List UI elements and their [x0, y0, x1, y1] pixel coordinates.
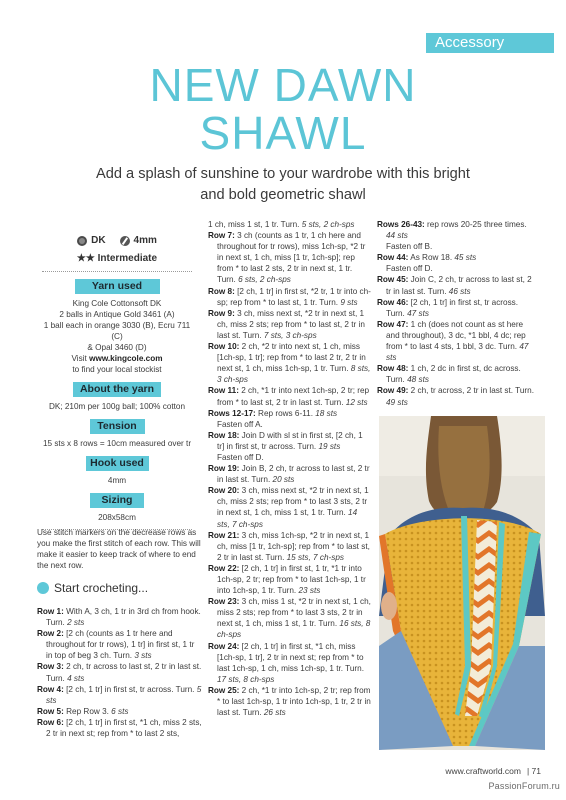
row-text: 1 ch, miss 1 st, 1 tr. Turn.	[208, 220, 302, 229]
pattern-row	[37, 661, 202, 683]
stitch-count: 5 sts, 2 ch-sps	[301, 220, 355, 229]
yarn-line: King Cole Cottonsoft DK	[72, 299, 162, 308]
stitch-count: 49 sts	[386, 397, 408, 407]
shawl-illustration	[379, 416, 545, 750]
pattern-row	[208, 485, 371, 529]
pattern-row	[208, 641, 371, 685]
row-text: [2 ch, 1 tr] in first st, *1 ch, miss [1ch-sp, 1 tr], 2 tr in next st; rep from * to last 1ch-sp, 1 ch, miss 1ch-sp, 1 tr. Turn.	[217, 641, 364, 673]
crochet-hook-icon	[120, 236, 130, 246]
stitch-count: 47 sts	[386, 342, 529, 363]
stockist-link[interactable]: www.kingcole.com	[89, 354, 163, 363]
stitch-count: 16 sts, 8 ch-sps	[217, 619, 371, 640]
pattern-row	[377, 297, 535, 319]
hook-used-text: 4mm	[107, 476, 127, 485]
pattern-row	[208, 596, 371, 640]
yarn-line: & Opal 3460 (D)	[87, 343, 147, 352]
visit-suffix: to find your local stockist	[72, 365, 162, 374]
yarn-used-info	[37, 298, 197, 375]
row-label: Row 4:	[37, 684, 64, 694]
pattern-row	[208, 286, 371, 308]
stitch-count: 8 sts, 3 ch-sps	[217, 364, 371, 385]
row-text: [2 ch, 1 tr] in first st, *2 tr, 1 tr into ch-sp; rep from * to last st, 1 tr. Turn.	[217, 286, 371, 307]
row-text: 2 ch, *2 tr into next st, 1 ch, miss [1ch-sp, 1 tr]; rep from * to last 2 tr, 2 tr in next st, 1 ch, miss 1ch-sp, 1 tr. Turn.	[217, 342, 366, 374]
row-label: Row 21:	[208, 530, 240, 540]
stitch-count: 20 sts	[272, 475, 295, 485]
standfirst	[40, 164, 526, 206]
stitch-count: 7 sts, 3 ch-sps	[263, 330, 317, 340]
row-label: Row 11:	[208, 386, 239, 396]
pattern-row	[37, 628, 202, 661]
pattern-row	[208, 563, 371, 596]
hook-size-badge	[120, 235, 157, 246]
stitch-count: 26 sts	[263, 708, 286, 718]
pattern-row	[208, 385, 371, 407]
stitch-count: 48 sts	[407, 375, 429, 385]
pattern-column-3	[377, 219, 535, 408]
yarn-weight-label: DK	[91, 235, 106, 246]
stitch-count: 19 sts	[318, 441, 341, 451]
row-text: With A, 3 ch, 1 tr in 3rd ch from hook. Turn.	[46, 607, 201, 628]
pattern-row	[208, 463, 371, 485]
hook-size-label: 4mm	[133, 235, 157, 246]
row-label: Row 2:	[37, 629, 64, 639]
row-text: 3 ch, miss 1 st, *2 tr in next st, 1 ch, miss 2 sts; rep from * to last 3 sts, 2 tr in next st, 1 ch, miss 1 st, 1 tr. Turn.	[217, 597, 371, 629]
row-text: Rep Row 3.	[63, 706, 112, 716]
row-text: 2 ch, *1 tr into next 1ch-sp, 2 tr; rep from * to last st, 2 tr in last st. Turn.	[217, 386, 370, 407]
row-text: 3 ch (counts as 1 tr, 1 ch here and throughout for tr rows), miss 1ch-sp, *2 tr in next st, 1 ch, miss [1 tr, 1ch-sp]; rep from * to last 2 sts, 2 tr in next st, 1 tr. Turn.	[217, 231, 366, 285]
row-label: Row 3:	[37, 662, 64, 672]
stitch-count: 23 sts	[298, 586, 321, 596]
pattern-row	[208, 685, 371, 718]
pattern-row	[208, 530, 371, 563]
pattern-row	[37, 717, 202, 739]
divider	[42, 271, 192, 272]
shawl-photo	[379, 416, 545, 750]
about-yarn-text: DK; 210m per 100g ball; 100% cotton	[48, 402, 186, 411]
skill-level: ★★ Intermediate	[76, 253, 158, 264]
pattern-column-2	[208, 219, 371, 718]
row-text: 3 ch, miss next st, *2 tr in next st, 1 ch, miss 2 sts; rep from * to last st, 2 tr in last st. Turn.	[217, 308, 365, 340]
row-label: Row 48:	[377, 364, 409, 374]
row-text: Join B, 2 ch, tr across to last st, 2 tr in last st. Turn.	[217, 464, 370, 485]
bullet-icon	[37, 582, 49, 594]
stitch-marker-note: Use stitch markers on the decrease rows as you make the first stitch of each row. This will make it easier to keep track of where to end the next row.	[37, 528, 201, 570]
stitch-count: 15 sts, 7 ch-sps	[286, 552, 344, 562]
stitch-count: 45 sts	[454, 253, 477, 263]
pattern-row	[377, 252, 535, 263]
row-label: Rows 26-43:	[377, 220, 425, 229]
row-label: Row 23:	[208, 597, 240, 607]
section-tag: Accessory	[426, 33, 554, 53]
stitch-count: 3 sts	[134, 651, 152, 661]
row-text: 1 ch (does not count as st here and throughout), 3 dc, *1 bbl, 4 dc; rep from * to last 4 sts, 1 bbl, 3 dc. Turn.	[386, 319, 526, 352]
row-text: [2 ch, 1 tr] in first st, tr across. Turn.	[386, 297, 519, 318]
yarn-line: 1 ball each in orange 3030 (B), Ecru 711 (C)	[43, 321, 191, 341]
row-text: [2 ch, 1 tr] in first st, *1 ch, miss 2 sts, 2 tr in next st; rep from * to last 2 sts,	[46, 717, 202, 739]
row-label: Row 45:	[377, 275, 409, 285]
row-note: Fasten off B.	[386, 242, 433, 252]
row-label: Row 9:	[208, 308, 235, 318]
row-label: Row 47:	[377, 319, 409, 329]
pattern-row	[377, 319, 535, 363]
hook-used-heading: Hook used	[86, 456, 149, 471]
pattern-row	[208, 341, 371, 385]
stitch-count: 6 sts	[111, 706, 129, 716]
row-label: Row 7:	[208, 231, 235, 241]
row-text: 3 ch, miss 1ch-sp, *2 tr in next st, 1 ch, miss [1 tr, 1ch-sp]; rep from * to last st, 2 tr in last st. Turn.	[217, 530, 370, 562]
about-yarn-heading: About the yarn	[73, 382, 161, 397]
stitch-count: 12 sts	[345, 397, 368, 407]
standfirst-line-1: Add a splash of sunshine to your wardrobe with this bright	[96, 166, 470, 182]
row-text: [2 ch, 1 tr] in first st, tr across. Turn.	[63, 684, 197, 694]
start-heading-text: Start crocheting...	[54, 581, 149, 595]
row-label: Row 24:	[208, 641, 240, 651]
row-label: Row 1:	[37, 607, 64, 616]
row-text: Rep rows 6-11.	[255, 408, 316, 418]
row-label: Row 10:	[208, 342, 240, 352]
sizing-heading: Sizing	[90, 493, 144, 508]
stitch-count: 14 sts, 7 ch-sps	[217, 508, 358, 529]
row-text: [2 ch, 1 tr] in first st, 1 tr, *1 tr into 1ch-sp, 2 tr; rep from * to last 1ch-sp, 1 tr into 1ch-sp, 1 tr. Turn.	[217, 563, 366, 596]
row-note: Fasten off A.	[217, 419, 263, 429]
pattern-row	[208, 408, 371, 419]
pattern-row	[37, 606, 202, 628]
row-text: 2 ch, tr across, 2 tr in last st. Turn.	[408, 386, 534, 396]
visit-prefix: Visit	[71, 354, 90, 363]
stitch-count: 5 sts	[46, 684, 202, 705]
row-continuation	[208, 219, 371, 230]
visit-line	[37, 353, 197, 364]
pattern-row	[37, 706, 202, 717]
pattern-row	[377, 219, 535, 241]
row-note: Fasten off D.	[386, 264, 433, 274]
row-label: Rows 12-17:	[208, 408, 256, 418]
row-text: 3 ch, miss next st, *2 tr in next st, 1 ch, miss 2 sts; rep from * to last 3 sts, 2 tr in next st, 1 ch, miss 1 st, 1 tr. Turn.	[217, 486, 369, 518]
pattern-row	[208, 430, 371, 452]
footer-url: www.craftworld.com	[445, 766, 521, 776]
pattern-row	[37, 684, 202, 706]
row-text: 2 ch, tr across to last st, 2 tr in last st. Turn.	[46, 662, 202, 683]
row-text: Join C, 2 ch, tr across to last st, 2 tr in last st. Turn.	[386, 275, 532, 296]
stitch-count: 18 sts	[315, 408, 338, 418]
stitch-count: 4 sts	[67, 673, 85, 683]
pattern-row	[377, 274, 535, 296]
row-text: rep rows 20-25 three times.	[424, 220, 527, 229]
row-text: 1 ch, 2 dc in first st, dc across. Turn.	[386, 364, 521, 385]
row-note: Fasten off D.	[217, 452, 264, 462]
row-text: As Row 18.	[408, 253, 455, 263]
page-footer	[445, 766, 541, 776]
row-label: Row 25:	[208, 685, 240, 695]
start-heading	[37, 581, 148, 595]
title-line-1: NEW DAWN	[149, 59, 417, 111]
badge-row	[37, 234, 197, 247]
pattern-row	[208, 308, 371, 341]
yarn-ball-icon	[77, 236, 87, 246]
title-line-2: SHAWL	[199, 107, 367, 159]
row-text: 2 ch, *1 tr into 1ch-sp, 2 tr; rep from * to last 1ch-sp, 1 tr into 1ch-sp, 1 tr, 2 tr in last st. Turn.	[217, 685, 371, 718]
stitch-count: 44 sts	[386, 231, 408, 241]
row-label: Row 18:	[208, 430, 240, 440]
yarn-used-heading: Yarn used	[75, 279, 160, 294]
pattern-column-1	[37, 606, 202, 739]
standfirst-line-2: and bold geometric shawl	[200, 187, 366, 203]
row-label: Row 46:	[377, 297, 409, 307]
row-text: [2 ch (counts as 1 tr here and throughout for tr rows), 1 tr] in first st, 1 tr in top of beg 3 ch. Turn.	[46, 629, 195, 661]
row-label: Row 49:	[377, 386, 409, 396]
pattern-row	[377, 385, 535, 407]
stitch-count: 46 sts	[448, 286, 471, 296]
row-label: Row 22:	[208, 563, 240, 573]
yarn-line: 2 balls in Antique Gold 3461 (A)	[59, 310, 175, 319]
stitch-count: 6 sts, 2 ch-sps	[238, 275, 291, 285]
stitch-count: 17 sts, 8 ch-sps	[217, 674, 275, 684]
row-label: Row 6:	[37, 717, 64, 727]
tension-text: 15 sts x 8 rows = 10cm measured over tr	[42, 439, 192, 448]
tension-heading: Tension	[90, 419, 145, 434]
materials-column	[37, 234, 197, 530]
row-label: Row 5:	[37, 706, 64, 716]
row-label: Row 20:	[208, 486, 240, 496]
row-label: Row 19:	[208, 464, 240, 474]
page-number: | 71	[526, 766, 541, 776]
row-label: Row 44:	[377, 253, 409, 263]
sizing-text: 208x58cm	[98, 513, 136, 522]
pattern-row	[377, 363, 535, 385]
stitch-count: 2 sts	[67, 618, 85, 628]
pattern-row	[208, 230, 371, 285]
stitch-count: 9 sts	[340, 297, 358, 307]
yarn-weight-badge	[77, 235, 105, 246]
watermark: PassionForum.ru	[488, 781, 560, 791]
row-label: Row 8:	[208, 286, 235, 296]
stitch-count: 47 sts	[407, 308, 429, 318]
row-text: Join D with sl st in first st, [2 ch, 1 tr] in first st, tr across. Turn.	[217, 430, 363, 451]
